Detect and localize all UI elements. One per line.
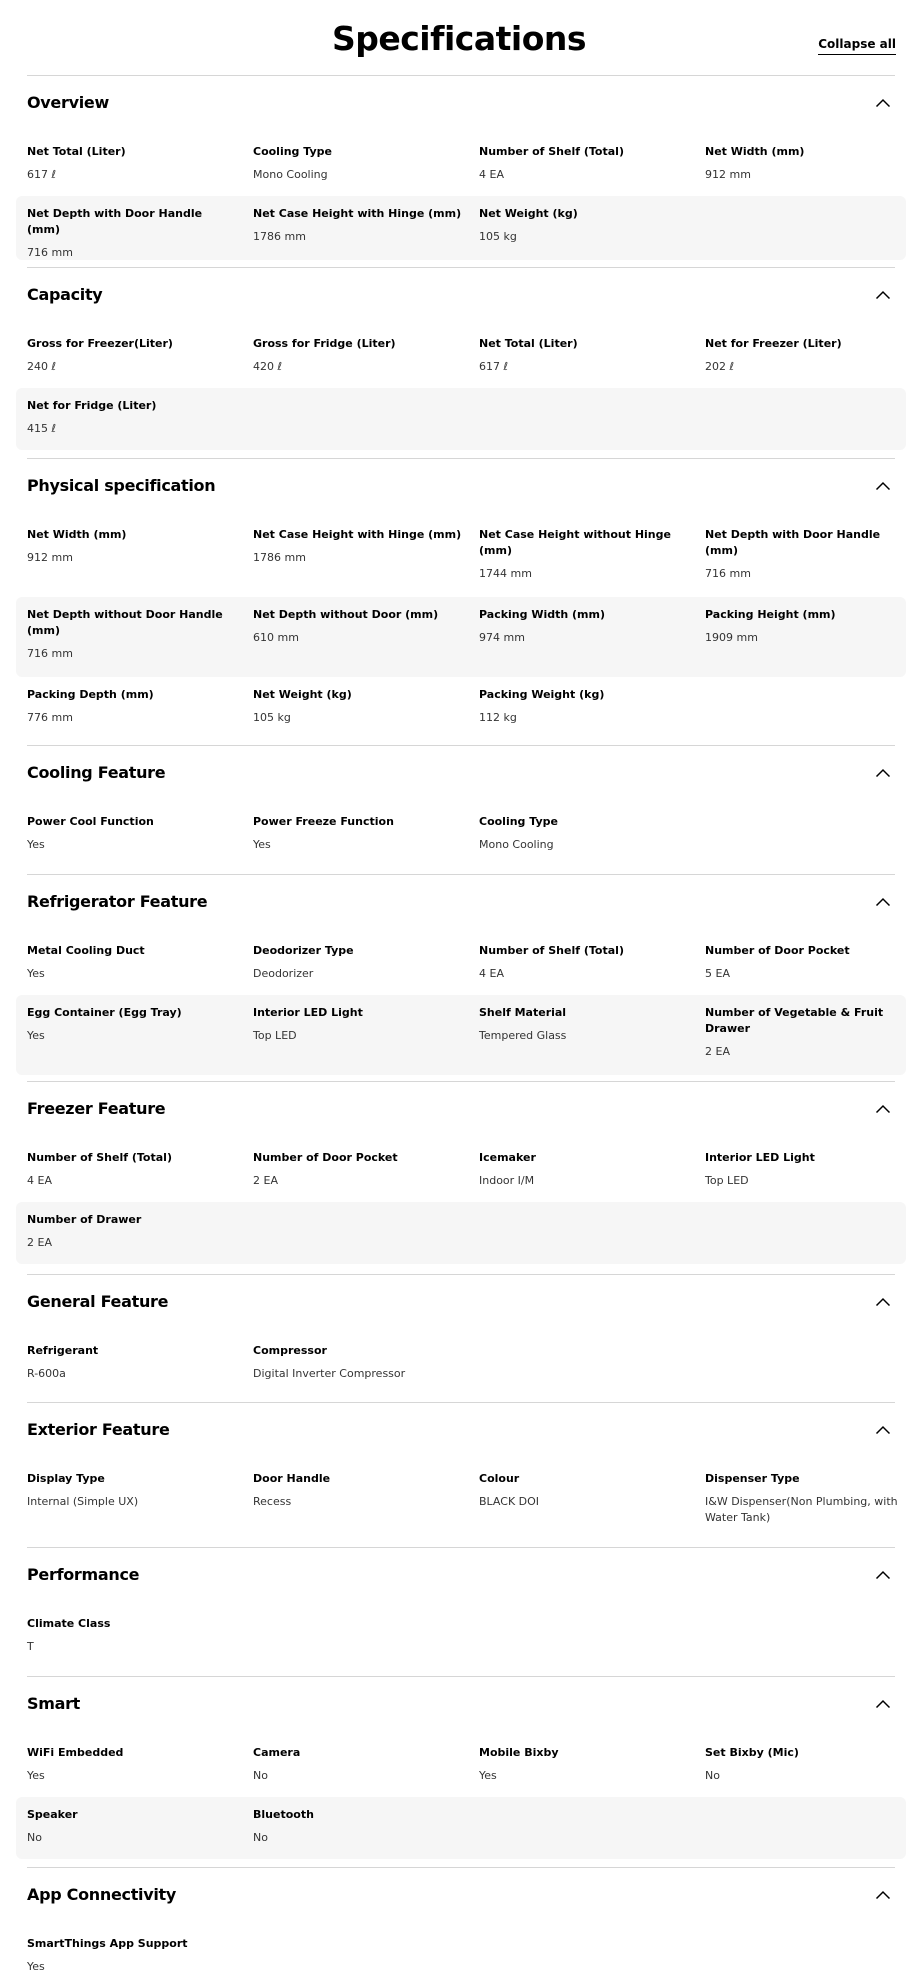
spec-value: Recess (253, 1495, 292, 1508)
spec-item (27, 196, 237, 261)
spec-value: Yes (27, 1029, 45, 1042)
spec-item (27, 1461, 237, 1510)
spec-item (253, 326, 463, 375)
spec-value: No (705, 1769, 720, 1782)
spec-label: Net Depth without Door (mm) (253, 608, 439, 621)
spec-item (27, 517, 237, 566)
spec-value: 1786 mm (253, 230, 306, 243)
spec-value: 415 ℓ (27, 422, 57, 435)
section-title: General Feature (27, 1292, 169, 1311)
spec-row (16, 134, 906, 196)
spec-item (27, 1797, 237, 1846)
spec-label: Net Weight (kg) (479, 207, 578, 220)
spec-label: Net Depth with Door Handle (mm) (27, 207, 203, 236)
spec-value: Deodorizer (253, 967, 314, 980)
spec-label: Number of Door Pocket (705, 944, 850, 957)
spec-label: Metal Cooling Duct (27, 944, 145, 957)
section-header[interactable] (27, 1403, 895, 1461)
spec-row (16, 517, 906, 597)
spec-item (479, 804, 689, 853)
chevron-up-icon[interactable] (875, 98, 891, 108)
spec-value: BLACK DOI (479, 1495, 540, 1508)
spec-item (253, 1140, 463, 1189)
spec-label: Net for Fridge (Liter) (27, 399, 157, 412)
spec-item (479, 677, 689, 726)
spec-value: 716 mm (705, 567, 751, 580)
spec-item (253, 1461, 463, 1510)
spec-label: Cooling Type (479, 815, 558, 828)
spec-label: Speaker (27, 1808, 78, 1821)
spec-label: Packing Width (mm) (479, 608, 606, 621)
spec-value: 1786 mm (253, 551, 306, 564)
spec-value: Tempered Glass (479, 1029, 567, 1042)
spec-item (27, 1140, 237, 1189)
spec-label: Display Type (27, 1472, 105, 1485)
section-title: Smart (27, 1694, 81, 1713)
chevron-up-icon[interactable] (875, 897, 891, 907)
section-title: Capacity (27, 285, 103, 304)
spec-item (253, 995, 463, 1044)
section-header[interactable] (27, 1677, 895, 1735)
section-header[interactable] (27, 459, 895, 517)
spec-label: Mobile Bixby (479, 1746, 559, 1759)
spec-value: R-600a (27, 1367, 66, 1380)
spec-label: Deodorizer Type (253, 944, 354, 957)
chevron-up-icon[interactable] (875, 1425, 891, 1435)
spec-label: Net Case Height with Hinge (mm) (253, 207, 462, 220)
spec-item (705, 1461, 915, 1526)
spec-value: 1744 mm (479, 567, 532, 580)
chevron-up-icon[interactable] (875, 1297, 891, 1307)
spec-label: Net Weight (kg) (253, 688, 352, 701)
chevron-up-icon[interactable] (875, 481, 891, 491)
spec-value: Internal (Simple UX) (27, 1495, 139, 1508)
spec-item (705, 326, 915, 375)
spec-value: 105 kg (253, 711, 291, 724)
spec-row (16, 677, 906, 739)
spec-item (27, 1606, 237, 1655)
spec-value: Yes (253, 838, 271, 851)
spec-item (27, 677, 237, 726)
section-header[interactable] (27, 1868, 895, 1926)
spec-label: Number of Drawer (27, 1213, 142, 1226)
spec-label: Cooling Type (253, 145, 332, 158)
spec-value: I&W Dispenser(Non Plumbing, with Water Tank) (705, 1495, 898, 1524)
spec-item (705, 933, 915, 982)
spec-label: Gross for Fridge (Liter) (253, 337, 396, 350)
spec-value: Top LED (253, 1029, 297, 1042)
spec-value: No (27, 1831, 42, 1844)
spec-label: Door Handle (253, 1472, 331, 1485)
section-header[interactable] (27, 268, 895, 326)
spec-value: T (27, 1640, 34, 1653)
spec-label: Net Case Height without Hinge (mm) (479, 528, 671, 557)
section-title: Cooling Feature (27, 763, 166, 782)
collapse-all-link[interactable]: Collapse all (818, 36, 896, 55)
spec-value: 4 EA (479, 967, 504, 980)
spec-item (27, 597, 237, 662)
spec-row (16, 804, 906, 866)
spec-item (253, 517, 463, 566)
spec-row (16, 1926, 906, 1988)
spec-item (27, 933, 237, 982)
spec-label: Refrigerant (27, 1344, 99, 1357)
section-header[interactable] (27, 746, 895, 804)
spec-label: SmartThings App Support (27, 1937, 188, 1950)
spec-item (27, 1202, 237, 1251)
chevron-up-icon[interactable] (875, 1570, 891, 1580)
spec-label: Number of Shelf (Total) (27, 1151, 172, 1164)
spec-item (253, 134, 463, 183)
section-header[interactable] (27, 1548, 895, 1606)
spec-value: 776 mm (27, 711, 73, 724)
spec-value: 912 mm (705, 168, 751, 181)
page-title: Specifications (331, 19, 587, 58)
chevron-up-icon[interactable] (875, 290, 891, 300)
spec-value: Mono Cooling (479, 838, 554, 851)
spec-row (16, 388, 906, 450)
spec-label: Compressor (253, 1344, 327, 1357)
spec-value: Yes (27, 1769, 45, 1782)
spec-item (27, 134, 237, 183)
chevron-up-icon[interactable] (875, 1699, 891, 1709)
spec-item (253, 196, 463, 245)
spec-item (253, 804, 463, 853)
spec-item (479, 1140, 689, 1189)
spec-section-refrigerator-feature (27, 874, 895, 1058)
spec-label: Packing Weight (kg) (479, 688, 605, 701)
spec-label: Net Width (mm) (705, 145, 805, 158)
section-title: Performance (27, 1565, 140, 1584)
spec-label: WiFi Embedded (27, 1746, 124, 1759)
spec-value: 202 ℓ (705, 360, 735, 373)
section-title: Exterior Feature (27, 1420, 170, 1439)
section-title: Refrigerator Feature (27, 892, 208, 911)
spec-value: 610 mm (253, 631, 299, 644)
spec-label: Net Width (mm) (27, 528, 127, 541)
spec-label: Number of Shelf (Total) (479, 145, 624, 158)
spec-label: Net Total (Liter) (479, 337, 578, 350)
section-header[interactable] (27, 1275, 895, 1333)
spec-label: Packing Depth (mm) (27, 688, 154, 701)
spec-value: 2 EA (705, 1045, 730, 1058)
spec-item (253, 597, 463, 646)
spec-section-capacity (27, 267, 895, 435)
chevron-up-icon[interactable] (875, 768, 891, 778)
spec-item (253, 933, 463, 982)
spec-label: Interior LED Light (253, 1006, 363, 1019)
spec-value: 5 EA (705, 967, 730, 980)
spec-item (253, 1333, 463, 1382)
spec-value: Mono Cooling (253, 168, 328, 181)
spec-value: Yes (27, 838, 45, 851)
spec-value: 617 ℓ (27, 168, 57, 181)
spec-item (705, 517, 915, 582)
spec-item (479, 517, 689, 582)
section-title: Physical specification (27, 476, 216, 495)
spec-section-performance (27, 1547, 895, 1653)
spec-row (16, 933, 906, 995)
spec-row (16, 597, 906, 677)
spec-value: No (253, 1769, 268, 1782)
spec-label: Set Bixby (Mic) (705, 1746, 799, 1759)
spec-value: Digital Inverter Compressor (253, 1367, 406, 1380)
spec-item (479, 597, 689, 646)
spec-row (16, 326, 906, 388)
spec-row (16, 1735, 906, 1797)
spec-label: Power Cool Function (27, 815, 154, 828)
spec-label: Bluetooth (253, 1808, 314, 1821)
chevron-up-icon[interactable] (875, 1890, 891, 1900)
spec-item (27, 995, 237, 1044)
spec-value: 420 ℓ (253, 360, 283, 373)
spec-label: Colour (479, 1472, 520, 1485)
spec-row (16, 1797, 906, 1859)
chevron-up-icon[interactable] (875, 1104, 891, 1114)
spec-section-smart (27, 1676, 895, 1844)
spec-value: 240 ℓ (27, 360, 57, 373)
section-header[interactable] (27, 1082, 895, 1140)
spec-item (705, 1140, 915, 1189)
spec-section-app-connectivity (27, 1867, 895, 1973)
spec-label: Net for Freezer (Liter) (705, 337, 842, 350)
spec-value: 617 ℓ (479, 360, 509, 373)
spec-section-cooling-feature (27, 745, 895, 851)
spec-item (705, 995, 915, 1060)
spec-label: Net Case Height with Hinge (mm) (253, 528, 462, 541)
spec-item (479, 1461, 689, 1510)
spec-section-general-feature (27, 1274, 895, 1380)
section-header[interactable] (27, 76, 895, 134)
spec-section-physical-specification (27, 458, 895, 724)
spec-label: Number of Shelf (Total) (479, 944, 624, 957)
spec-label: Net Depth with Door Handle (mm) (705, 528, 881, 557)
spec-row (16, 196, 906, 260)
spec-value: 112 kg (479, 711, 517, 724)
spec-label: Icemaker (479, 1151, 536, 1164)
spec-value: 2 EA (27, 1236, 52, 1249)
spec-item (253, 1735, 463, 1784)
spec-item (479, 995, 689, 1044)
section-title: Overview (27, 93, 109, 112)
spec-label: Packing Height (mm) (705, 608, 836, 621)
spec-value: 912 mm (27, 551, 73, 564)
spec-item (479, 1735, 689, 1784)
spec-item (479, 933, 689, 982)
section-title: App Connectivity (27, 1885, 177, 1904)
spec-label: Shelf Material (479, 1006, 567, 1019)
spec-item (27, 1926, 237, 1975)
spec-label: Number of Door Pocket (253, 1151, 398, 1164)
spec-value: 716 mm (27, 647, 73, 660)
spec-value: 1909 mm (705, 631, 758, 644)
section-header[interactable] (27, 875, 895, 933)
spec-section-exterior-feature (27, 1402, 898, 1524)
spec-item (479, 326, 689, 375)
spec-value: Yes (27, 1960, 45, 1973)
spec-item (27, 388, 237, 437)
spec-value: Yes (479, 1769, 497, 1782)
spec-item (705, 597, 915, 646)
spec-section-overview (27, 75, 895, 259)
spec-item (705, 1735, 915, 1784)
spec-label: Net Total (Liter) (27, 145, 126, 158)
spec-label: Gross for Freezer(Liter) (27, 337, 173, 350)
spec-value: Indoor I/M (479, 1174, 535, 1187)
spec-value: Yes (27, 967, 45, 980)
spec-label: Egg Container (Egg Tray) (27, 1006, 182, 1019)
spec-label: Climate Class (27, 1617, 111, 1630)
spec-value: Top LED (705, 1174, 749, 1187)
spec-item (705, 134, 915, 183)
spec-label: Net Depth without Door Handle (mm) (27, 608, 223, 637)
spec-item (27, 1735, 237, 1784)
spec-value: 974 mm (479, 631, 525, 644)
spec-row (16, 1202, 906, 1264)
spec-value: 4 EA (27, 1174, 52, 1187)
spec-row (16, 1333, 906, 1395)
spec-item (479, 196, 689, 245)
spec-item (479, 134, 689, 183)
spec-value: No (253, 1831, 268, 1844)
section-title: Freezer Feature (27, 1099, 166, 1118)
spec-item (27, 1333, 237, 1382)
spec-row (16, 995, 906, 1075)
spec-value: 716 mm (27, 246, 73, 259)
spec-value: 4 EA (479, 168, 504, 181)
spec-label: Number of Vegetable & Fruit Drawer (705, 1006, 884, 1035)
spec-item (27, 326, 237, 375)
spec-value: 105 kg (479, 230, 517, 243)
spec-label: Camera (253, 1746, 301, 1759)
spec-item (253, 1797, 463, 1846)
spec-row (16, 1461, 906, 1541)
spec-label: Interior LED Light (705, 1151, 815, 1164)
spec-label: Dispenser Type (705, 1472, 800, 1485)
spec-value: 2 EA (253, 1174, 278, 1187)
spec-row (16, 1606, 906, 1668)
spec-row (16, 1140, 906, 1202)
spec-section-freezer-feature (27, 1081, 895, 1249)
spec-item (253, 677, 463, 726)
spec-label: Power Freeze Function (253, 815, 394, 828)
spec-item (27, 804, 237, 853)
